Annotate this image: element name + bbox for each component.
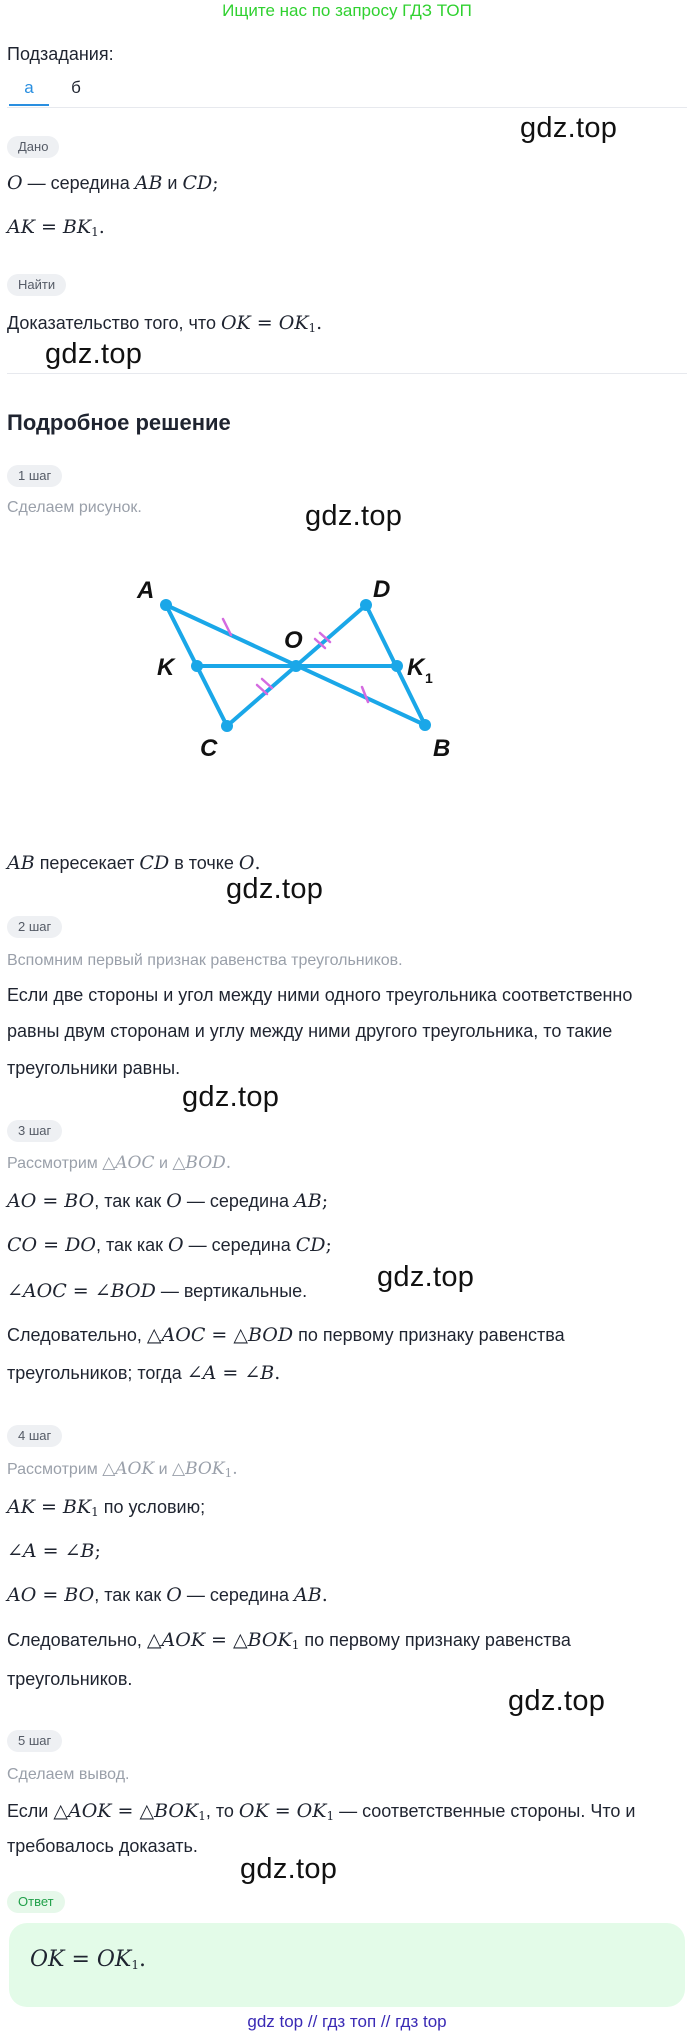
watermark: gdz.top xyxy=(508,1685,606,1717)
label-A: A xyxy=(137,577,155,604)
answer-chip: Ответ xyxy=(7,1891,65,1913)
watermark: gdz.top xyxy=(182,1081,280,1113)
label-K1: K xyxy=(407,654,425,681)
step-1-chip: 1 шаг xyxy=(7,465,62,487)
point-C xyxy=(221,720,233,732)
point-O xyxy=(290,660,302,672)
given-line-1: O — середина AB и CD; xyxy=(7,172,219,194)
step-4-lead: Рассмотрим △AOK и $\triangle BOK_1$. xyxy=(7,1459,238,1480)
step-4-line-2: ∠A = ∠B; xyxy=(7,1540,101,1562)
watermark: gdz.top xyxy=(226,873,324,905)
find-chip: Найти xyxy=(7,274,66,296)
geometry-figure xyxy=(120,560,460,780)
label-K: K xyxy=(157,654,175,681)
step-4-line-1: AK = $BK_1$ по условию; xyxy=(7,1496,206,1519)
tick-OC-2 xyxy=(262,679,272,688)
step-2-text-1: Если две стороны и угол между ними одного треугольника соответственно xyxy=(7,985,633,1005)
tab-subtask-b[interactable]: б xyxy=(71,78,81,97)
step-4-line-4: Следовательно, △AOK = $\triangle BOK_1$ по первому признаку равенства xyxy=(7,1629,571,1652)
divider xyxy=(7,107,687,108)
step-2-text-2: равны двум сторонам и углу между ними другого треугольника, то такие xyxy=(7,1021,613,1041)
footer-link-gdz-top-mixed[interactable]: гдз top xyxy=(395,2012,447,2031)
subtasks-label: Подзадания: xyxy=(7,44,114,64)
given-line-2: AK = $BK_1$. xyxy=(7,216,105,239)
step-4-line-5: треугольников. xyxy=(7,1669,133,1689)
search-banner: Ищите нас по запросу ГДЗ ТОП xyxy=(222,1,472,20)
step-4-chip: 4 шаг xyxy=(7,1425,62,1447)
watermark: gdz.top xyxy=(240,1853,338,1885)
solution-title: Подробное решение xyxy=(7,410,231,435)
tick-OC-1 xyxy=(257,685,267,694)
point-A xyxy=(160,599,172,611)
step-3-lead: Рассмотрим △AOC и △BOD. xyxy=(7,1153,232,1173)
step-4-line-3: AO = BO, так как O — середина AB. xyxy=(7,1584,328,1606)
watermark: gdz.top xyxy=(520,112,618,144)
label-C: C xyxy=(200,735,218,762)
footer-links xyxy=(0,2012,694,2032)
label-O: O xyxy=(284,627,303,654)
step-5-line-2: требовалось доказать. xyxy=(7,1836,198,1856)
step-2-lead: Вспомним первый признак равенства треугольников. xyxy=(7,952,403,969)
step-3-chip: 3 шаг xyxy=(7,1120,62,1142)
label-D: D xyxy=(373,576,391,603)
step-3-line-4: Следовательно, △AOC = △BOD по первому признаку равенства xyxy=(7,1324,565,1346)
step-3-line-1: AO = BO, так как O — середина AB; xyxy=(7,1190,329,1212)
step-2-text-3: треугольники равны. xyxy=(7,1058,181,1078)
active-tab-indicator xyxy=(9,104,49,106)
step-5-line-1: Если △AOK = $\triangle BOK_1$, то OK = $OK_1$ — соответственные стороны. Что и xyxy=(7,1800,636,1823)
label-B: B xyxy=(433,735,451,762)
divider xyxy=(7,373,687,374)
step-5-lead: Сделаем вывод. xyxy=(7,1766,130,1783)
step-1-conclusion: AB пересекает CD в точке O. xyxy=(7,852,261,874)
footer-link-gdz-top-ru[interactable]: гдз топ xyxy=(322,2012,377,2031)
step-3-line-5: треугольников; тогда ∠A = ∠B. xyxy=(7,1362,281,1384)
step-3-line-3: ∠AOC = ∠BOD — вертикальные. xyxy=(7,1280,308,1302)
watermark: gdz.top xyxy=(45,338,143,370)
footer-link-gdz-top[interactable]: gdz top xyxy=(247,2012,304,2031)
step-1-lead: Сделаем рисунок. xyxy=(7,499,142,516)
point-K xyxy=(191,660,203,672)
footer-separator: // xyxy=(307,2012,318,2031)
label-K1-subscript: 1 xyxy=(425,670,433,686)
footer-separator: // xyxy=(380,2012,391,2031)
step-2-chip: 2 шаг xyxy=(7,916,62,938)
step-5-chip: 5 шаг xyxy=(7,1730,62,1752)
point-K1 xyxy=(391,660,403,672)
answer-text: OK = $OK_1$. xyxy=(30,1947,147,1972)
given-chip: Дано xyxy=(7,136,59,158)
point-B xyxy=(419,719,431,731)
watermark: gdz.top xyxy=(305,500,403,532)
find-line: Доказательство того, что OK = $OK_1$. xyxy=(7,312,323,335)
step-3-line-2: CO = DO, так как O — середина CD; xyxy=(7,1234,332,1256)
point-D xyxy=(360,599,372,611)
watermark: gdz.top xyxy=(377,1261,475,1293)
tab-subtask-a[interactable]: а xyxy=(24,78,34,97)
